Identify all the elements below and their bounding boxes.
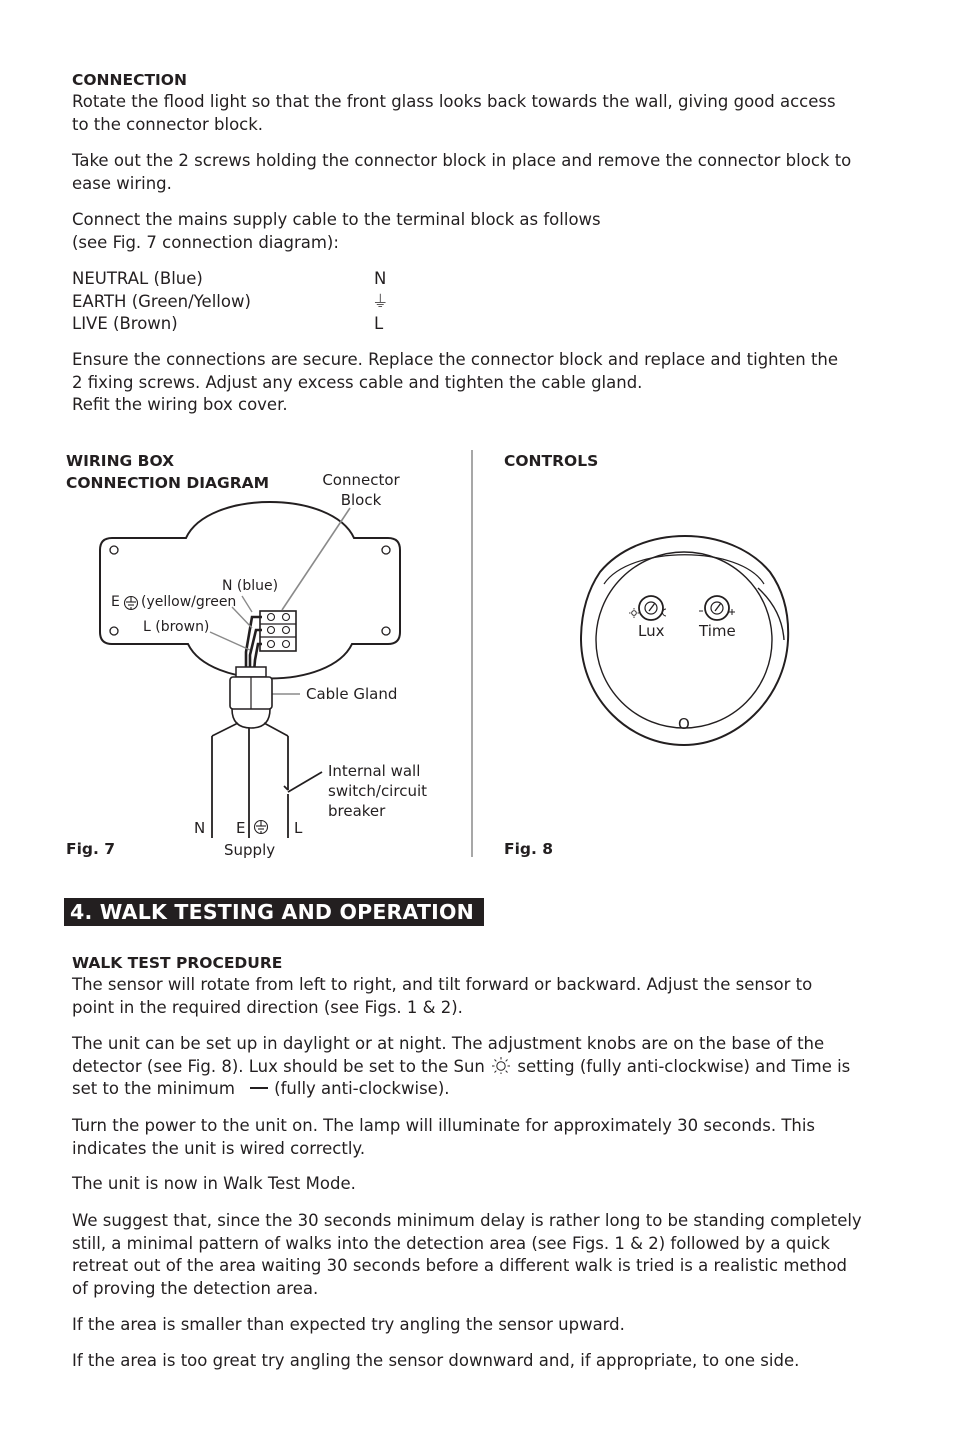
line: The sensor will rotate from left to right, and tilt forward or backward. Adjust the sensor to [72,975,813,994]
line: Refit the wiring box cover. [72,395,288,414]
line: of proving the detection area. [72,1278,319,1298]
line: Block [340,491,382,509]
label-connector-block [320,470,402,510]
line: ease wiring. [72,173,172,193]
text: (fully anti-clockwise). [274,1079,450,1098]
label-o: O [678,715,690,733]
earth-icon [255,821,268,834]
line: retreat out of the area waiting 30 seconds before a different walk is tried is a realistic method [72,1256,848,1275]
walk-paragraph-3 [72,1115,912,1160]
line: Connect the mains supply cable to the terminal block as follows [72,210,601,229]
sun-icon [490,1056,512,1074]
walk-paragraph-6: If the area is smaller than expected try angling the sensor upward. [72,1315,625,1334]
line: Ensure the connections are secure. Replace the connector block and replace and tighten the [72,350,839,369]
walk-paragraph-5 [72,1210,932,1300]
fig7-title-line-1: WIRING BOX [66,452,175,470]
screw-hole-icon [382,627,390,635]
line: Turn the power to the unit on. The lamp will illuminate for approximately 30 seconds. This [72,1116,816,1135]
cable-gland-nose [232,709,270,728]
line: Internal wall [328,762,421,780]
switch-lever [288,772,322,792]
wire-code: N [374,269,387,288]
line: still, a minimal pattern of walks into the detection area (see Figs. 1 & 2) followed by a quick [72,1233,830,1253]
text: detector (see Fig. 8). Lux should be set to the Sun [72,1056,485,1076]
screw-hole-icon [110,627,118,635]
text: setting (fully anti-clockwise) and Time is [517,1056,851,1076]
wire-label: LIVE (Brown) [72,314,178,333]
line: Take out the 2 screws holding the connector block in place and remove the connector block to [72,151,852,170]
line [72,1078,912,1101]
label-switch [328,761,427,821]
screw-hole-icon [382,546,390,554]
line: 2 fixing screws. Adjust any excess cable and tighten the cable gland. [72,372,643,392]
section-heading: 4. WALK TESTING AND OPERATION [64,898,484,926]
line: switch/circuit [328,782,427,800]
line [72,1056,912,1079]
label-supply-n: N [194,819,206,837]
label-neutral: N (blue) [222,578,279,594]
walk-test-heading: WALK TEST PROCEDURE [72,954,283,972]
screw-hole-icon [110,546,118,554]
label-supply-e: E [236,819,246,837]
walk-paragraph-1 [72,974,912,1019]
line: breaker [328,802,386,820]
time-knob[interactable] [705,596,729,620]
label-time: Time [699,622,736,640]
walk-paragraph-7: If the area is too great try angling the sensor downward and, if appropriate, to one side. [72,1351,800,1370]
leader-neutral [242,596,252,612]
line: to the connector block. [72,114,264,134]
leader-connector-block [282,508,350,610]
walk-paragraph-2 [72,1033,912,1101]
walk-paragraph-4: The unit is now in Walk Test Mode. [72,1174,356,1193]
label-live: L (brown) [143,619,210,635]
earth-symbol: ⏚ [372,291,389,311]
line: point in the required direction (see Figs. 1 & 2). [72,997,463,1017]
line: The unit can be set up in daylight or at night. The adjustment knobs are on the base of the [72,1034,825,1053]
text: set to the minimum [72,1079,235,1098]
connector-block [260,611,296,651]
fig7-title-line-2: CONNECTION DIAGRAM [66,474,270,492]
line: (see Fig. 7 connection diagram): [72,232,339,252]
leader-live [210,632,250,650]
wire-label: EARTH (Green/Yellow) [72,291,251,311]
label-lux: Lux [638,622,665,640]
earth-icon [125,597,138,610]
line: Connector [322,471,400,489]
fig8-caption: Fig. 8 [504,840,554,858]
cable-gland [236,667,266,677]
connection-heading: CONNECTION [72,71,187,89]
label-earth: (yellow/green [141,594,237,610]
lux-knob[interactable] [639,596,663,620]
sun-icon [629,608,639,618]
fig8-title: CONTROLS [504,452,599,470]
label-supply: Supply [224,841,276,859]
label-earth-prefix: E [111,594,120,610]
minus-icon [250,1087,268,1089]
line: Rotate the flood light so that the front glass looks back towards the wall, giving good access [72,92,836,111]
sensor-base [596,552,772,728]
fig7-caption: Fig. 7 [66,840,116,858]
line: We suggest that, since the 30 seconds minimum delay is rather long to be standing completely [72,1211,862,1230]
label-cable-gland: Cable Gland [306,685,398,703]
wire-code: L [374,314,384,333]
label-supply-l: L [294,819,303,837]
line: indicates the unit is wired correctly. [72,1138,366,1158]
wire-label: NEUTRAL (Blue) [72,269,203,288]
